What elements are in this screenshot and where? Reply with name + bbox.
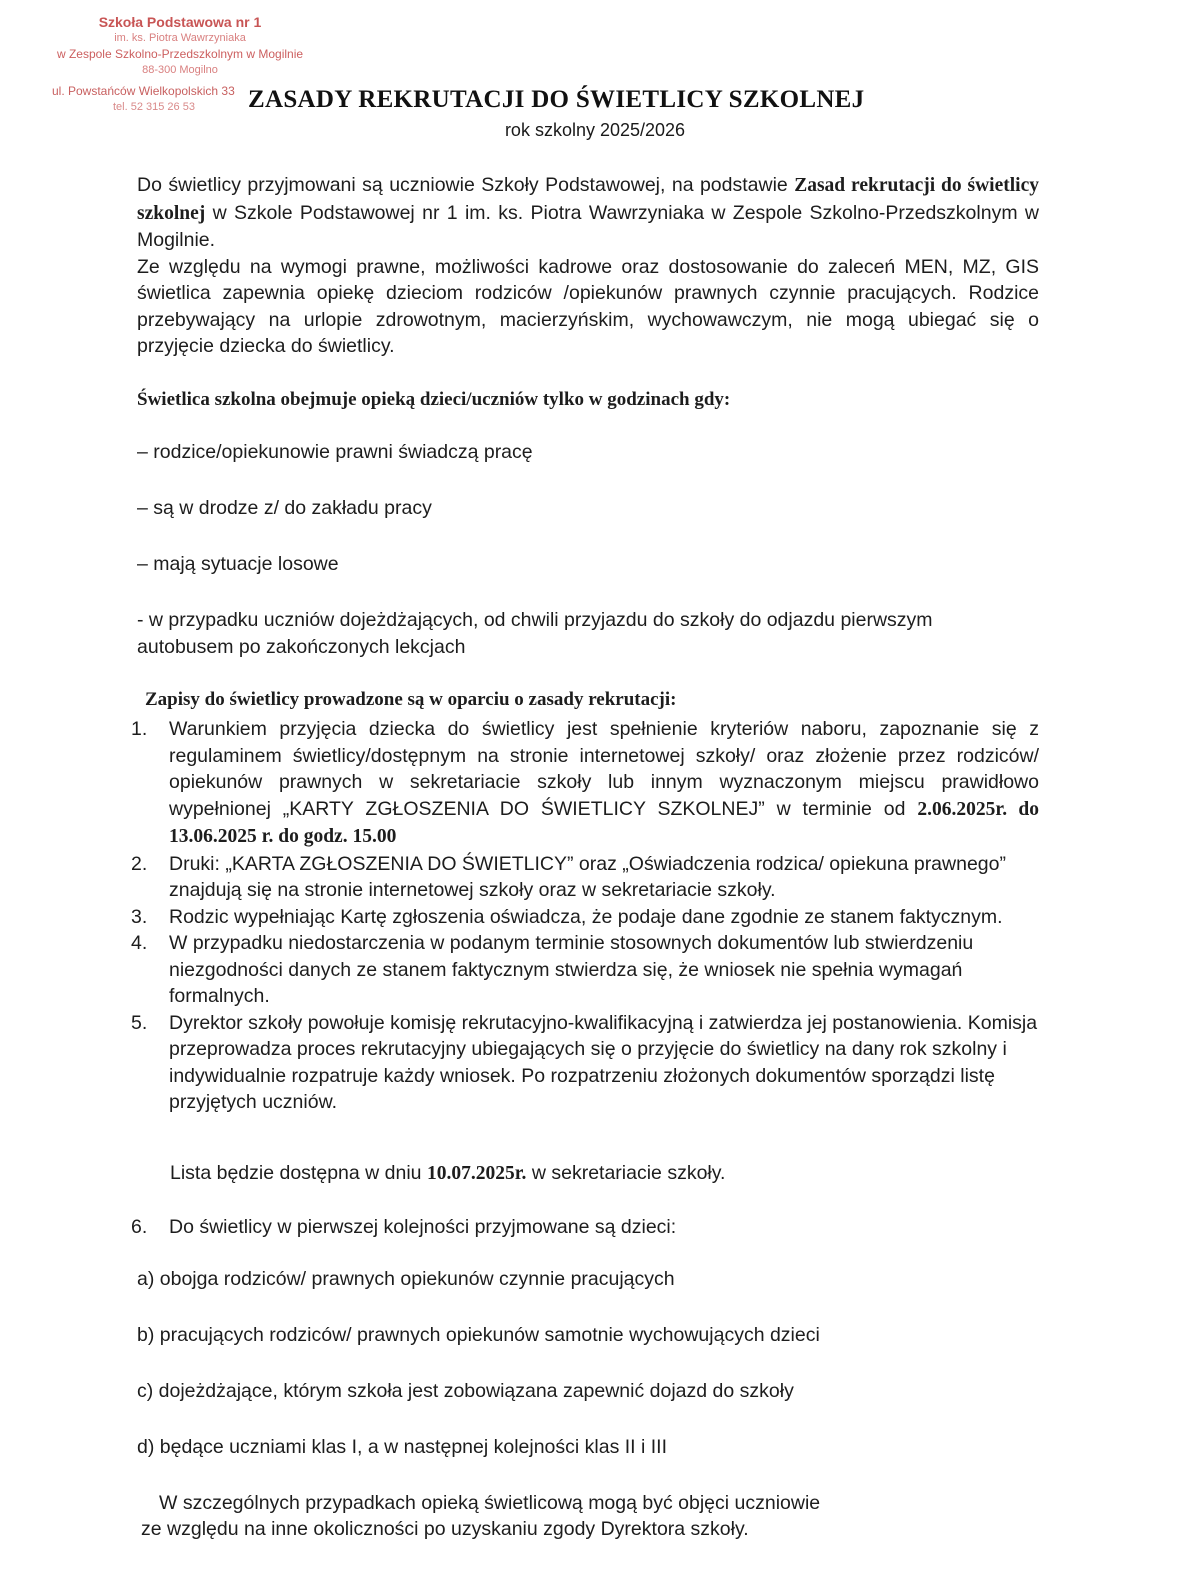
priority-item: c) dojeżdżające, którym szkoła jest zobowiązana zapewnić dojazd do szkoły xyxy=(137,1380,794,1402)
priority-num: 6. xyxy=(131,1216,148,1238)
stamp-line-complex: w Zespole Szkolno-Przedszkolnym w Mogilnie xyxy=(56,47,304,61)
intro-section xyxy=(137,172,1039,360)
rules-heading: Zapisy do świetlicy prowadzone są w oparciu o zasady rekrutacji: xyxy=(145,689,677,710)
stamp-line-patron: im. ks. Piotra Wawrzyniaka xyxy=(114,32,246,44)
care-item: – rodzice/opiekunowie prawni świadczą pracę xyxy=(137,441,533,463)
care-item: – są w drodze z/ do zakładu pracy xyxy=(137,497,432,519)
rule-item-2: 2. Druki: „KARTA ZGŁOSZENIA DO ŚWIETLICY” oraz „Oświadczenia rodzica/ opiekuna prawnego” znajdują się na stronie internetowej szkoły oraz w sekretariacie szkoły. xyxy=(131,852,1006,901)
intro-rules-name: Zasad rekrutacji do świetlicy szkolnej xyxy=(137,175,1039,224)
rule-item-1: 1. Warunkiem przyjęcia dziecka do świetlicy jest spełnienie kryteriów naboru, zapoznanie się z regulaminem świetlicy/dostępnym na stronie internetowej szkoły/ oraz złożenie przez rodziców/ opiekunów prawnych w sekretariacie szkoły lub innym wyznaczonym miejscu prawidłowo wypełnionej „KARTY ZGŁOSZENIA DO ŚWIETLICY SZKOLNEJ” w terminie od 2.06.2025r. do 13.06.2025 r. do godz. 15.00 xyxy=(131,718,1039,847)
list-date: 10.07.2025r. xyxy=(426,1163,527,1184)
rule-deadline: 2.06.2025r. do 13.06.2025 r. do godz. 15.00 xyxy=(169,798,1039,847)
intro-paragraph-1: Do świetlicy przyjmowani są uczniowie Szkoły Podstawowej, na podstawie Zasad rekrutacji do świetlicy szkolnej w Szkole Podstawowej nr 1 im. ks. Piotra Wawrzyniaka w Zespole Szkolno-Przedszkolnym w Mogilnie. xyxy=(137,174,1039,251)
closing-line-2: ze względu na inne okoliczności po uzyskaniu zgody Dyrektora szkoły. xyxy=(141,1518,749,1540)
closing-line-1: W szczególnych przypadkach opieką świetlicową mogą być objęci uczniowie xyxy=(159,1492,821,1514)
priority-item: a) obojga rodziców/ prawnych opiekunów czynnie pracujących xyxy=(137,1268,675,1290)
list-availability-note: Lista będzie dostępna w dniu 10.07.2025r. w sekretariacie szkoły. xyxy=(170,1162,726,1184)
stamp-line-postcode: 88-300 Mogilno xyxy=(142,64,218,76)
priority-item: b) pracujących rodziców/ prawnych opiekunów samotnie wychowujących dzieci xyxy=(137,1324,820,1346)
stamp-line-street: ul. Powstańców Wielkopolskich 33 xyxy=(52,84,235,98)
intro-paragraph-2: Ze względu na wymogi prawne, możliwości kadrowe oraz dostosowanie do zaleceń MEN, MZ, GIS świetlica zapewnia opiekę dzieciom rodziców /opiekunów prawnych czynnie pracujących. Rodzice przebywający na urlopie zdrowotnym, macierzyńskim, wychowawczym, nie mogą ubiegać się o przyjęcie dziecka do świetlicy. xyxy=(137,255,1039,357)
stamp-line-school: Szkoła Podstawowa nr 1 xyxy=(98,14,262,30)
rule-item-3: 3. Rodzic wypełniając Kartę zgłoszenia oświadcza, że podaje dane zgodnie ze stanem faktycznym. xyxy=(131,905,1003,928)
stamp-line-phone: tel. 52 315 26 53 xyxy=(113,101,195,113)
care-heading: Świetlica szkolna obejmuje opieką dzieci/uczniów tylko w godzinach gdy: xyxy=(137,389,731,410)
care-item: - w przypadku uczniów dojeżdżających, od chwili przyjazdu do szkoły do odjazdu pierwszym autobusem po zakończonych lekcjach xyxy=(137,609,933,658)
care-item: – mają sytuacje losowe xyxy=(137,553,339,575)
school-stamp xyxy=(40,14,320,78)
rule-item-4: 4. W przypadku niedostarczenia w podanym terminie stosownych dokumentów lub stwierdzeniu niezgodności danych ze stanem faktycznym stwierdza się, że wniosek nie spełnia wymagań formalnych. xyxy=(131,932,974,1007)
rule-item-5: 5. Dyrektor szkoły powołuje komisję rekrutacyjno-kwalifikacyjną i zatwierdza jej postanowienia. Komisja przeprowadza proces rekrutacyjny ubiegających się o przyjęcie do świetlicy na dany rok szkolny i indywidualnie rozpatruje każdy wniosek. Po rozpatrzeniu złożonych dokumentów sporządzi listę przyjętych uczniów. xyxy=(131,1011,1038,1113)
rules-list xyxy=(131,716,1039,1116)
document-subtitle: rok szkolny 2025/2026 xyxy=(504,120,686,140)
priority-text: Do świetlicy w pierwszej kolejności przyjmowane są dzieci: xyxy=(169,1216,677,1238)
priority-item: d) będące uczniami klas I, a w następnej kolejności klas II i III xyxy=(137,1436,668,1458)
document-title: ZASADY REKRUTACJI DO ŚWIETLICY SZKOLNEJ xyxy=(248,86,865,113)
